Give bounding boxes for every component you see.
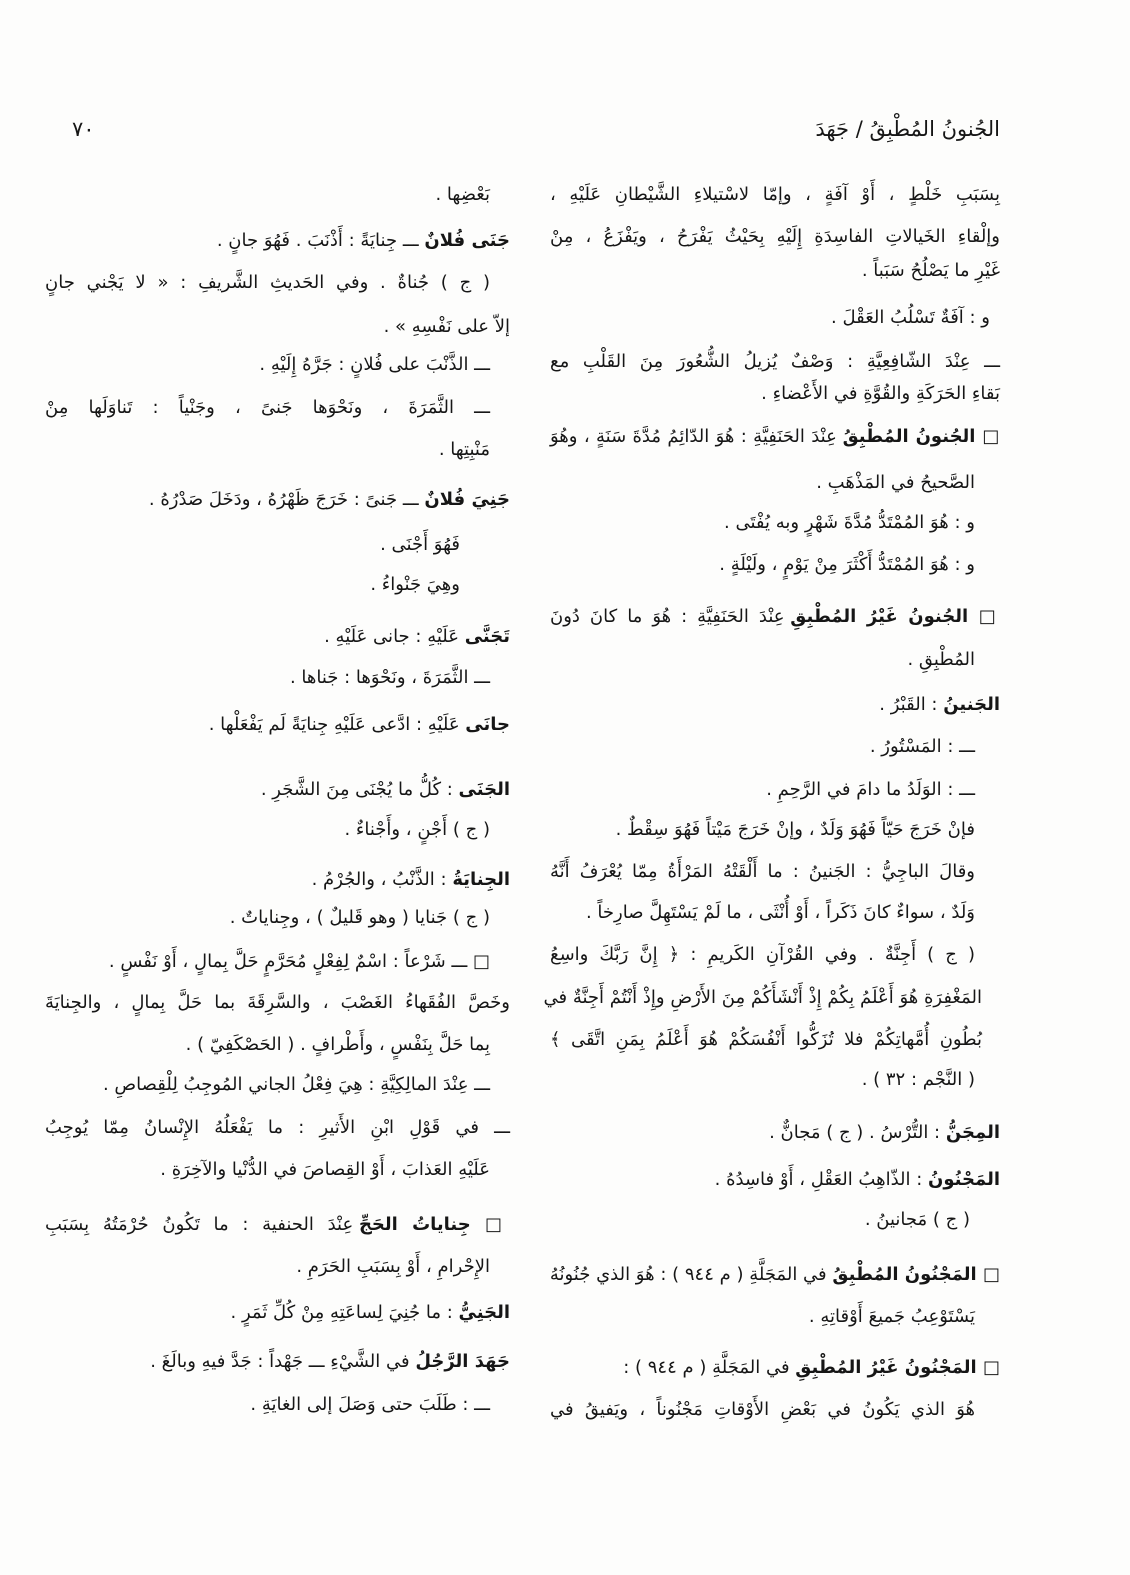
headword: جَنَى فُلانٌ — [424, 230, 510, 251]
headword: جانَى — [465, 714, 510, 735]
line-text: فَهُوَ أَجْنَى . — [380, 534, 460, 555]
line-text: ـــ عِنْدَ الشّافِعِيَّةِ : وَصْفٌ يُزيلُ الشُّعُورَ مِنَ القَلْبِ مع — [550, 351, 1000, 372]
headword: الجَنِيُّ — [458, 1302, 510, 1323]
entry-line — [550, 423, 1000, 451]
entry-line — [550, 1066, 975, 1094]
line-text: بَعْضِها . — [435, 184, 490, 205]
entry-line — [45, 351, 490, 379]
headword: □ المَجْنُونُ المُطْبِقُ — [832, 1264, 1000, 1285]
entry-line — [45, 989, 510, 1017]
headword: الجِنايَةُ — [452, 869, 510, 890]
line-text: عِنْدَ الحَنَفِيَّةِ : هُوَ ما كانَ دُونَ — [550, 606, 791, 627]
entry-line — [45, 904, 490, 932]
line-text: هُوَ الذي يَكُونُ في بَعْضِ الأَوْقاتِ مَجْنُوناً ، ويَفيقُ في — [550, 1399, 975, 1420]
line-text: يَسْتَوْعِبُ جَميعَ أَوْقاتِهِ . — [808, 1306, 975, 1327]
entry-line — [550, 469, 975, 497]
line-text: وَلَدٌ ، سواءٌ كانَ ذَكَراً ، أَوْ أُنْثَى ، ما لَمْ يَسْتَهِلَّ صارِخاً . — [585, 902, 975, 923]
line-text: عِنْدَ الحَنَفِيَّةِ : هُوَ الدّائِمُ مُدَّةَ سَنَةٍ ، وهُوَ — [550, 426, 843, 447]
line-text: وهِيَ جَنْواءُ . — [370, 574, 460, 595]
line-text: ـــ الذَّنْبَ على فُلانٍ : جَرَّهُ إِلَيْهِ . — [259, 354, 490, 375]
entry-line — [45, 1031, 490, 1059]
line-text: في المَجَلَّةِ ( م ٩٤٤ ) : — [623, 1357, 796, 1378]
entry-line — [550, 858, 975, 886]
line-text: : التُّرْسُ . ( ج ) مَجانٌّ . — [769, 1122, 946, 1143]
headword: الجَنَى — [458, 779, 510, 800]
entry-line — [45, 486, 510, 514]
running-head: الجُنونُ المُطْبِقُ / جَهَدَ — [815, 117, 1000, 141]
line-text: ـــ الثَّمَرَةَ ، ونَحْوَها جَنىً ، وجَنْياً : تَناوَلَها مِنْ — [45, 397, 490, 418]
line-text: عَلَيْهِ : جانى عَلَيْهِ . — [324, 626, 465, 647]
line-text: وقالَ الباجِيُّ : الجَنينُ : ما أَلْقَتْهُ المَرْأَةُ مِمّا يُعْرَفُ أَنَّهُ — [550, 861, 975, 882]
line-text: وخَصَّ الفُقَهاءُ الغَصْبَ ، والسَّرِقَةَ بما حَلَّ بِمالٍ ، والجِنايَةَ — [45, 992, 510, 1013]
entry-line — [550, 816, 975, 844]
page-number: ٧٠ — [72, 117, 95, 141]
entry-line — [45, 1114, 510, 1142]
headword: □ الجُنونُ غَيْرُ المُطْبِقِ — [790, 606, 1001, 627]
headword: تَجَنَّى — [464, 626, 510, 647]
entry-line — [550, 1166, 1000, 1194]
line-text: ( ج ) جَنايا ( وهو قَليلٌ ) ، وجِناياتٌ . — [229, 907, 490, 928]
entry-line — [45, 181, 490, 209]
entry-line — [45, 1156, 490, 1184]
entry-line — [45, 1391, 490, 1419]
line-text: ( ج ) جُناةٌ . وفي الحَديثِ الشَّريفِ : « لا يَجْني جانٍ — [45, 272, 490, 293]
entry-line — [45, 776, 510, 804]
entry-line — [45, 623, 510, 651]
entry-line — [45, 436, 490, 464]
entry-line — [550, 603, 1000, 631]
headword: المِجَنُّ — [945, 1122, 1000, 1143]
entry-line — [45, 313, 510, 341]
entry-line — [543, 984, 982, 1012]
entry-line — [550, 1119, 1000, 1147]
entry-line — [45, 1348, 510, 1376]
entry-line — [45, 711, 510, 739]
line-text: ـــ جِنايَةً : أَذْنَبَ . فَهُوَ جانٍ . — [216, 230, 425, 251]
line-text: ( ج ) مَجانينُ . — [864, 1209, 970, 1230]
line-text: المَغْفِرَةِ هُوَ أَعْلَمُ بِكُمْ إِذْ أَنْشَأَكُمْ مِنَ الأَرْضِ وإِذْ أَنْتُمْ أَجِنَّةٌ في — [543, 987, 982, 1008]
entry-line — [550, 348, 1000, 376]
line-text: : كُلُّ ما يُجْنَى مِنَ الشَّجَرِ . — [260, 779, 459, 800]
line-text: و : آفَةٌ تَسْلُبُ العَقْلَ . — [831, 307, 990, 328]
entry-line — [45, 1211, 510, 1239]
entry-line — [45, 1253, 490, 1281]
entry-line — [550, 776, 975, 804]
line-text: ـــ في قَوْلِ ابْنِ الأَثيرِ : ما يَفْعَلُهُ الإِنْسانُ مِمّا يُوجِبُ — [45, 1117, 510, 1138]
entry-line — [550, 1303, 975, 1331]
entry-line — [540, 304, 990, 332]
line-text: بِسَبَبِ خَلْطٍ ، أَوْ آفَةٍ ، وإمّا لاسْتيلاءِ الشَّيْطانِ عَلَيْهِ ، — [550, 184, 1000, 205]
entry-line — [550, 733, 975, 761]
line-text: بَقاءِ الحَرَكَةِ والقُوَّةِ في الأَعْضاءِ . — [761, 383, 1000, 404]
line-text: ـــ : المَسْتُورُ . — [869, 736, 975, 757]
line-text: : ما جُنِيَ لِساعَتِهِ مِنْ كُلِّ ثَمَرٍ . — [230, 1302, 459, 1323]
line-text: عَلَيْهِ : ادَّعى عَلَيْهِ جِنايَةً لَم يَفْعَلْها . — [208, 714, 466, 735]
entry-line — [45, 816, 490, 844]
line-text: : الذَّنْبُ ، والجُرْمُ . — [311, 869, 453, 890]
headword: □ الجُنونُ المُطْبِقُ — [842, 426, 1000, 447]
headword: □ جِناياتُ الحَجِّ — [358, 1214, 510, 1235]
line-text: ـــ الثَّمَرَةَ ، ونَحْوَها : جَناها . — [289, 667, 490, 688]
line-text: ( النَّجْم : ٣٢ ) . — [861, 1069, 975, 1090]
entry-line — [550, 551, 975, 579]
entry-line — [550, 1396, 975, 1424]
line-text: مَنْبِتِها . — [438, 439, 490, 460]
line-text: و : هُوَ المُمْتَدُّ أَكْثَرَ مِنْ يَوْمٍ ، ولَيْلَةٍ . — [719, 554, 975, 575]
line-text: إلاّ على نَفْسِهِ » . — [383, 316, 510, 337]
entry-line — [550, 223, 1000, 251]
entry-line — [45, 664, 490, 692]
line-text: ( ج ) أَجْنٍ ، وأَجْناءٌ . — [344, 819, 490, 840]
line-text: المُطْبِقِ . — [907, 649, 975, 670]
line-text: : الذّاهِبُ العَقْلِ ، أَوْ فاسِدُهُ . — [714, 1169, 929, 1190]
entry-line — [45, 866, 510, 894]
entry-line — [550, 380, 1000, 408]
entry-line — [45, 948, 490, 976]
headword: المَجْنُونُ — [928, 1169, 1000, 1190]
line-text: و : هُوَ المُمْتَدُّ مُدَّةَ شَهْرٍ وبه يُفْتَى . — [724, 512, 975, 533]
entry-line — [45, 394, 490, 422]
line-text: : القَبْرُ . — [879, 694, 944, 715]
entry-line — [45, 227, 510, 255]
entry-line — [550, 646, 975, 674]
headword: جَهَدَ الرَّجُلُ — [415, 1351, 510, 1372]
entry-line — [550, 1026, 982, 1054]
line-text: وإلْقاءِ الخَيالاتِ الفاسِدَةِ إِلَيْهِ بِحَيْثُ يَفْرَحُ ، ويَفْزَعُ ، مِنْ — [550, 226, 1000, 247]
line-text: ـــ عِنْدَ المالِكِيَّةِ : هِيَ فِعْلُ الجاني المُوجِبُ لِلْقِصاصِ . — [102, 1074, 490, 1095]
entry-line — [550, 1261, 1000, 1289]
line-text: □ ـــ شَرْعاً : اسْمٌ لِفِعْلٍ مُحَرَّمٍ حَلَّ بِمالٍ ، أَوْ نَفْسٍ . — [108, 951, 490, 972]
entry-line — [550, 1354, 1000, 1382]
line-text: فإنْ خَرَجَ حَيّاً فَهُوَ وَلَدٌ ، وإنْ خَرَجَ مَيْتاً فَهُوَ سِقْطٌ . — [615, 819, 975, 840]
entry-line — [45, 1071, 490, 1099]
line-text: في المَجَلَّةِ ( م ٩٤٤ ) : هُوَ الذي جُنُونُهُ — [549, 1264, 833, 1285]
entry-line — [545, 1206, 970, 1234]
line-text: الصَّحيحُ في المَذْهَبِ . — [816, 472, 975, 493]
line-text: ـــ : طَلَبَ حتى وَصَلَ إلى الغايَةِ . — [250, 1394, 490, 1415]
entry-line — [550, 509, 975, 537]
entry-line — [45, 1299, 510, 1327]
line-text: عِنْدَ الحنفية : ما تَكُونُ حُرْمَتُهُ بِسَبَبِ — [45, 1214, 359, 1235]
line-text: بُطُونِ أُمَّهاتِكُمْ فلا تُزَكُّوا أَنْفُسَكُمْ هُوَ أَعْلَمُ بِمَنِ اتَّقَى ﴾ — [550, 1029, 982, 1050]
entry-line — [45, 571, 460, 599]
line-text: ـــ جَنىً : خَرَجَ ظَهْرُهُ ، ودَخَلَ صَدْرُهُ . — [148, 489, 425, 510]
line-text: ـــ : الوَلَدُ ما دامَ في الرَّحِمِ . — [766, 779, 975, 800]
entry-line — [550, 257, 1000, 285]
line-text: الإِحْرامِ ، أَوْ بِسَبَبِ الحَرَمِ . — [296, 1256, 490, 1277]
entry-line — [550, 941, 975, 969]
headword: □ المَجْنُونُ غَيْرُ المُطْبِقِ — [795, 1357, 1000, 1378]
entry-line — [45, 531, 460, 559]
headword: جَنِيَ فُلانٌ — [424, 489, 510, 510]
entry-line — [550, 181, 1000, 209]
line-text: ( ج ) أَجِنَّةٌ . وفي القُرْآنِ الكَريمِ : ﴿ إِنَّ رَبَّكَ واسِعُ — [550, 944, 975, 965]
line-text: عَلَيْهِ العَذابَ ، أَوْ القِصاصَ في الدُّنْيا والآخِرَةِ . — [160, 1159, 490, 1180]
entry-line — [550, 691, 1000, 719]
entry-line — [45, 269, 490, 297]
line-text: في الشَّيْءِ ـــ جَهْداً : جَدَّ فيهِ وبالَغَ . — [150, 1351, 416, 1372]
line-text: غَيْرِ ما يَصْلُحُ سَبَباً . — [861, 260, 1000, 281]
headword: الجَنينُ — [943, 694, 1000, 715]
line-text: بِما حَلَّ بِنَفْسٍ ، وأَطْرافٍ . ( الحَصْكَفِيّ ) . — [185, 1034, 490, 1055]
entry-line — [550, 899, 975, 927]
